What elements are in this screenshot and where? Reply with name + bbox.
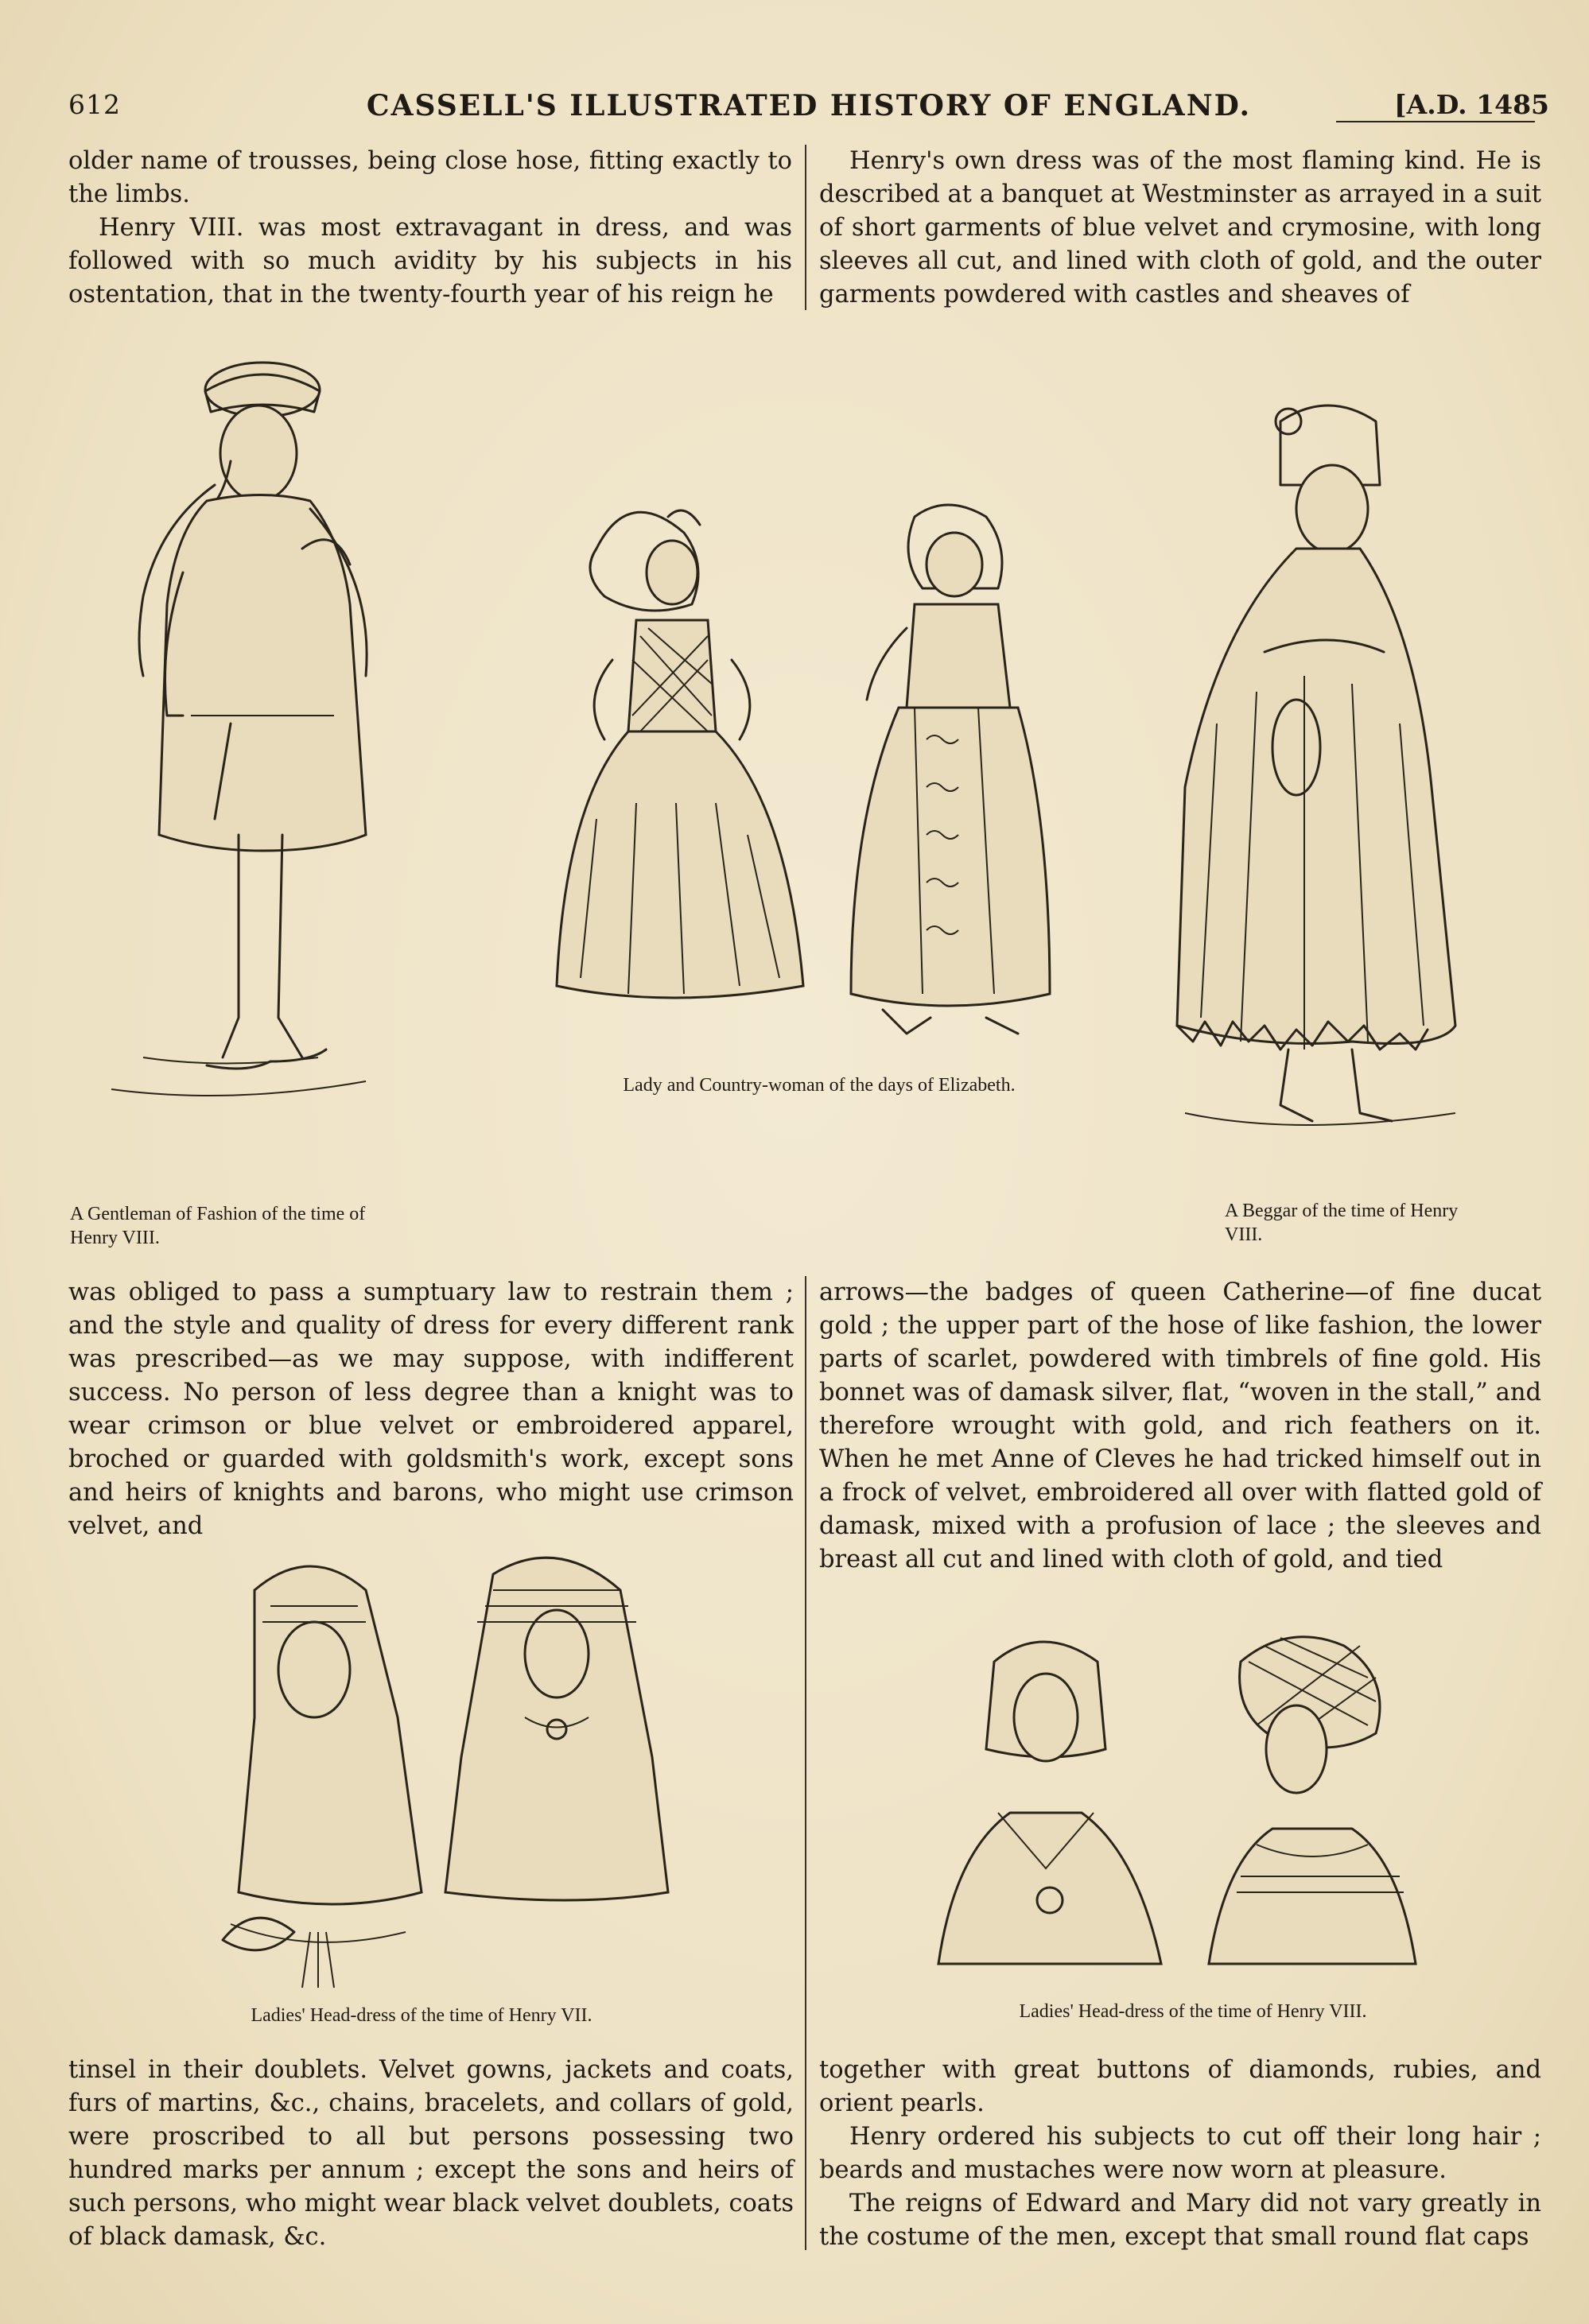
header-date: [A.D. 1485 [1394, 89, 1549, 120]
caption-gentleman-of-fashion: A Gentleman of Fashion of the time of Henry VIII. [70, 1204, 366, 1248]
page-number: 612 [68, 89, 121, 120]
middle-left-column [68, 1276, 794, 1543]
paragraph: arrows—the badges of queen Catherine—of fine ducat gold ; the upper part of the hose of like fashion, the lower parts of scarlet, powdered with timbrels of fine gold. His bonnet was of damask silver, flat, “woven in the stall,” and therefore wrought with gold, and rich feathers on it. When he met Anne of Cleves he had tricked himself out in a frock of velvet, embroidered all over with flatted gold of damask, mixed with a profusion of lace ; the sleeves and breast all cut and lined with cloth of gold, and tied [819, 1278, 1541, 1573]
head-dress-henry-viii-illustration [923, 1630, 1455, 1980]
column-divider [805, 145, 806, 310]
lady-and-country-woman-illustration [549, 501, 1082, 1042]
paragraph: was obliged to pass a sumptuary law to restrain them ; and the style and quality of dress for every different rank was prescribed—as we may suppose, with indifferent success. No person of less degree than a knight was to wear crimson or blue velvet or embroidered apparel, broched or guarded with goldsmith's work, except sons and heirs of knights and barons, who might use crimson velvet, and [68, 1278, 794, 1540]
head-dress-henry-vii-illustration [207, 1558, 684, 2004]
caption-head-dress-henry-vii: Ladies' Head-dress of the time of Henry VII. [251, 2005, 592, 2026]
caption-beggar: A Beggar of the time of Henry VIII. [1225, 1201, 1459, 1245]
top-right-column [819, 145, 1541, 312]
caption-head-dress-henry-viii: Ladies' Head-dress of the time of Henry VIII. [1019, 2001, 1367, 2022]
running-header [68, 89, 1549, 127]
paragraph: older name of trousses, being close hose, fitting exactly to the limbs. [68, 147, 792, 208]
paragraph: together with great buttons of diamonds, rubies, and orient pearls. [819, 2056, 1541, 2117]
column-divider [805, 1276, 806, 2250]
paragraph: The reigns of Edward and Mary did not vary greatly in the costume of the men, except that small round flat caps [819, 2190, 1541, 2251]
paragraph: Henry VIII. was most extravagant in dress, and was followed with so much avidity by his subjects in his ostentation, that in the twenty-fourth year of his reign he [68, 214, 792, 308]
paragraph: Henry ordered his subjects to cut off their long hair ; beards and mustaches were now worn at pleasure. [819, 2123, 1541, 2184]
beggar-illustration [1169, 390, 1487, 1153]
gentleman-of-fashion-illustration [111, 342, 445, 1169]
paragraph: Henry's own dress was of the most flaming kind. He is described at a banquet at Westminster as arrayed in a suit of short garments of blue velvet and crymosine, with long sleeves all cut, and lined with cloth of gold, and the outer garments powdered with castles and sheaves of [819, 147, 1541, 308]
paragraph: tinsel in their doublets. Velvet gowns, jackets and coats, furs of martins, &c., chains, bracelets, and collars of gold, were proscribed to all but persons possessing two hundred marks per annum ; except the sons and heirs of such persons, who might wear black velvet doublets, coats of black damask, &c. [68, 2056, 794, 2251]
middle-right-column [819, 1276, 1541, 1577]
top-left-column [68, 145, 792, 312]
bottom-left-column [68, 2054, 794, 2254]
caption-lady-and-country-woman: Lady and Country-woman of the days of Elizabeth. [623, 1075, 1016, 1096]
bottom-right-column [819, 2054, 1541, 2254]
header-ornament-rule [1336, 121, 1535, 122]
running-title: CASSELL'S ILLUSTRATED HISTORY OF ENGLAND. [366, 89, 1252, 122]
